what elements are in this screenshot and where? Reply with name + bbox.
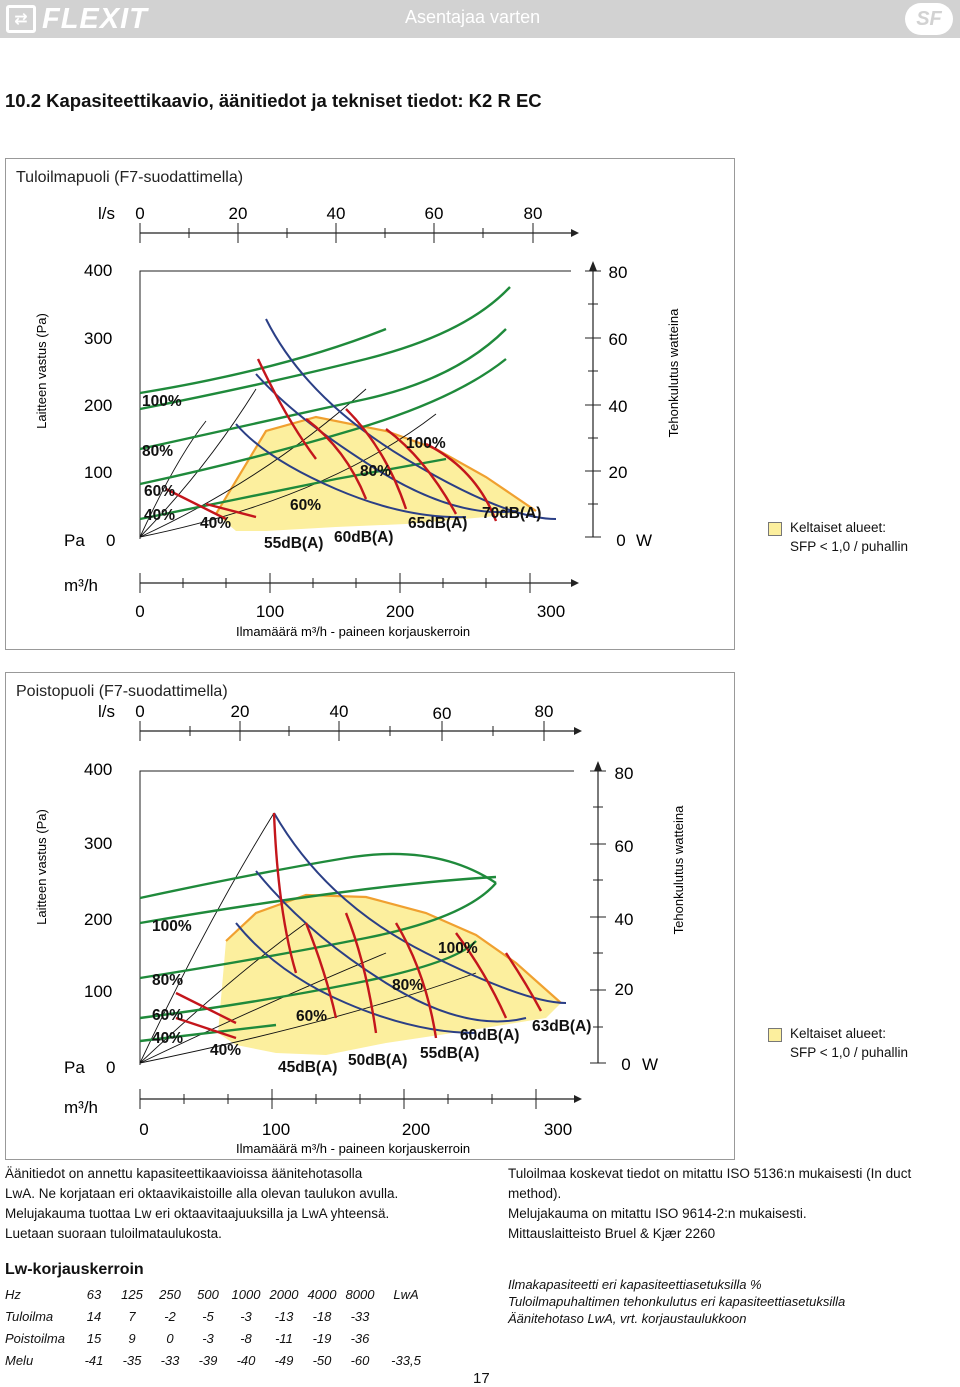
m3h-tick: 0 [139, 1120, 149, 1139]
w-tick: 20 [614, 980, 634, 999]
w-tick: 80 [608, 263, 628, 282]
power-speed-label: 60% [296, 1008, 328, 1025]
sound-level-label: 60dB(A) [460, 1027, 520, 1044]
note-line: Melujakauma on mitattu ISO 9614-2:n mukaisesti. [508, 1206, 807, 1221]
brand-name: FLEXIT [42, 2, 148, 35]
w-tick: 20 [608, 463, 628, 482]
table-cell: -33 [350, 1308, 370, 1324]
ls-tick: 20 [228, 204, 248, 223]
w-tick: 60 [608, 330, 628, 349]
power-speed-label: 80% [360, 463, 392, 480]
sfp-legend-title: Keltaiset alueet: [790, 520, 887, 535]
m3h-unit: m³/h [64, 576, 98, 595]
x-caption: Ilmamäärä m³/h - paineen korjauskerroin [236, 624, 471, 639]
table-cell: -3 [240, 1308, 252, 1324]
x-caption: Ilmamäärä m³/h - paineen korjauskerroin [236, 1141, 471, 1156]
ls-tick: 40 [326, 204, 346, 223]
table-cell: -35 [122, 1352, 142, 1368]
table-cell: 9 [128, 1330, 136, 1346]
table-cell: -2 [164, 1308, 176, 1324]
note-line: LwA. Ne korjataan eri oktaavikaistoille alla olevan taulukon avulla. [5, 1186, 399, 1201]
sound-level-label: 50dB(A) [348, 1052, 408, 1069]
table-cell: -3 [202, 1330, 214, 1346]
note-line: Luetaan suoraan tuloilmataulukosta. [5, 1226, 222, 1241]
sound-level-label: 45dB(A) [278, 1059, 338, 1076]
table-cell: LwA [393, 1286, 419, 1302]
m3h-tick: 300 [543, 1120, 573, 1139]
fan-speed-label: 100% [142, 393, 182, 410]
table-cell: 15 [86, 1330, 102, 1346]
table-row [5, 1305, 433, 1327]
table-cell: -40 [236, 1352, 256, 1368]
supply-chart-panel [5, 158, 735, 650]
table-cell: 2000 [269, 1286, 299, 1302]
flexit-logo [6, 3, 148, 35]
table-cell: Poistoilma [5, 1330, 65, 1346]
page-number: 17 [473, 1370, 490, 1387]
note-line: method). [508, 1186, 562, 1201]
pa-unit: Pa [64, 1058, 85, 1077]
ls-tick: 0 [135, 204, 145, 223]
power-speed-label: 100% [438, 940, 478, 957]
table-cell: -41 [84, 1352, 104, 1368]
table-cell: -39 [198, 1352, 218, 1368]
m3h-tick: 100 [261, 1120, 291, 1139]
w-tick: 60 [614, 837, 634, 856]
ls-tick: 80 [523, 204, 543, 223]
spec-note-line: Äänitehotaso LwA, vrt. korjaustaulukkoon [508, 1311, 747, 1326]
ls-tick: 20 [230, 702, 250, 721]
w-tick: 40 [614, 910, 634, 929]
table-cell: Hz [5, 1286, 21, 1302]
language-badge [905, 3, 953, 35]
m3h-tick: 200 [385, 602, 415, 621]
fan-speed-label: 80% [152, 972, 184, 989]
table-cell: -18 [312, 1308, 332, 1324]
pa-tick: 400 [84, 760, 113, 779]
table-cell: 7 [128, 1308, 136, 1324]
note-line: Mittauslaitteisto Bruel & Kjær 2260 [508, 1226, 716, 1241]
table-row [5, 1327, 433, 1349]
table-row [5, 1349, 433, 1371]
exhaust-chart [6, 673, 736, 1161]
fan-speed-label: 40% [152, 1030, 184, 1047]
m3h-tick: 300 [536, 602, 566, 621]
power-speed-label: 40% [200, 515, 232, 532]
table-cell: 500 [197, 1286, 219, 1302]
w-tick: 0 [621, 1055, 631, 1074]
sfp-legend-swatch [768, 1028, 782, 1042]
y-left-label: Laitteen vastus (Pa) [34, 809, 49, 925]
page-header [0, 0, 960, 38]
sound-level-label: 65dB(A) [408, 515, 468, 532]
table-cell: 250 [159, 1286, 181, 1302]
exhaust-chart-panel [5, 672, 735, 1160]
sfp-legend-swatch [768, 522, 782, 536]
pa-tick: 200 [84, 910, 113, 929]
ls-tick: 40 [329, 702, 349, 721]
section-title: 10.2 Kapasiteettikaavio, äänitiedot ja tekniset tiedot: K2 R EC [5, 90, 542, 111]
table-cell: -13 [274, 1308, 294, 1324]
ls-tick: 60 [432, 704, 452, 723]
w-unit: W [636, 531, 653, 550]
exhaust-chart-title: Poistopuoli (F7-suodattimella) [16, 683, 228, 700]
pa-tick: 300 [84, 834, 113, 853]
correction-title: Lw-korjauskerroin [5, 1261, 144, 1278]
table-cell: -33 [160, 1352, 180, 1368]
m3h-tick: 100 [255, 602, 285, 621]
table-cell: -49 [274, 1352, 294, 1368]
pa-tick: 100 [84, 463, 113, 482]
m3h-unit: m³/h [64, 1098, 98, 1117]
flexit-logo-icon: ⇄ [6, 5, 36, 33]
spec-note-line: Ilmakapasiteetti eri kapasiteettiasetuksilla % [508, 1277, 762, 1292]
table-cell: -5 [202, 1308, 214, 1324]
y-right-label: Tehonkulutus watteina [666, 308, 681, 438]
sound-data-notes [5, 1164, 475, 1244]
table-cell [379, 1327, 433, 1349]
fan-curve [140, 854, 496, 898]
table-cell: 0 [166, 1330, 174, 1346]
w-unit: W [642, 1055, 659, 1074]
spec-notes [508, 1276, 845, 1327]
power-speed-label: 80% [392, 977, 424, 994]
fan-speed-label: 100% [152, 918, 192, 935]
fan-speed-label: 80% [142, 443, 174, 460]
table-cell: -33,5 [391, 1352, 421, 1368]
power-speed-label: 100% [406, 435, 446, 452]
table-cell: 63 [86, 1286, 102, 1302]
table-cell: Tuloilma [5, 1308, 54, 1324]
spec-note-line: Tuloilmapuhaltimen tehonkulutus eri kapasiteettiasetuksilla [508, 1294, 846, 1309]
table-cell: -60 [350, 1352, 370, 1368]
sound-level-label: 63dB(A) [532, 1018, 592, 1035]
y-right-label: Tehonkulutus watteina [671, 805, 686, 935]
y-left-label: Laitteen vastus (Pa) [34, 313, 49, 429]
table-cell: 4000 [307, 1286, 337, 1302]
pa-tick: 100 [84, 982, 113, 1001]
pa-unit: Pa [64, 531, 85, 550]
note-line: Melujakauma tuottaa Lw eri oktaavitaajuuksilla ja LwA yhteensä. [5, 1206, 390, 1221]
table-cell: -11 [275, 1330, 293, 1346]
sfp-legend-text: SFP < 1,0 / puhallin [790, 539, 908, 554]
power-speed-label: 40% [210, 1042, 242, 1059]
m3h-tick: 0 [135, 602, 145, 621]
header-title: Asentajaa varten [405, 7, 541, 27]
fan-speed-label: 40% [144, 507, 176, 524]
fan-speed-label: 60% [144, 483, 176, 500]
sfp-legend-text: SFP < 1,0 / puhallin [790, 1045, 908, 1060]
w-tick: 80 [614, 764, 634, 783]
table-cell: 14 [86, 1308, 102, 1324]
pa-tick: 0 [106, 1058, 116, 1077]
language-code: SF [916, 7, 942, 30]
table-cell: Melu [5, 1352, 34, 1368]
note-line: Äänitiedot on annettu kapasiteettikaavioissa äänitehotasolla [5, 1166, 363, 1181]
sound-level-label: 60dB(A) [334, 529, 394, 546]
ls-tick: 0 [135, 702, 145, 721]
sound-level-label: 70dB(A) [482, 505, 542, 522]
table-cell: 1000 [231, 1286, 261, 1302]
supply-chart [6, 159, 736, 651]
table-header-row [5, 1283, 433, 1305]
sound-level-label: 55dB(A) [264, 535, 324, 552]
table-cell: -8 [240, 1330, 252, 1346]
table-cell: 125 [121, 1286, 143, 1302]
m3h-tick: 200 [401, 1120, 431, 1139]
supply-chart-title: Tuloilmapuoli (F7-suodattimella) [16, 169, 244, 186]
table-cell: -36 [350, 1330, 370, 1346]
note-line: Tuloilmaa koskevat tiedot on mitattu ISO 5136:n mukaisesti (In duct [508, 1166, 912, 1181]
pa-tick: 0 [106, 531, 116, 550]
correction-table [5, 1283, 433, 1371]
power-speed-label: 60% [290, 497, 322, 514]
measurement-notes [508, 1164, 960, 1244]
fan-speed-label: 60% [152, 1007, 184, 1024]
pa-tick: 200 [84, 396, 113, 415]
table-cell [379, 1305, 433, 1327]
ls-tick: 60 [424, 204, 444, 223]
w-tick: 0 [616, 531, 626, 550]
pa-tick: 300 [84, 329, 113, 348]
sound-level-label: 55dB(A) [420, 1045, 480, 1062]
table-cell: -50 [312, 1352, 332, 1368]
w-tick: 40 [608, 397, 628, 416]
ls-unit: l/s [98, 204, 115, 223]
pa-tick: 400 [84, 261, 113, 280]
table-cell: -19 [312, 1330, 332, 1346]
ls-tick: 80 [534, 702, 554, 721]
ls-unit: l/s [98, 702, 115, 721]
table-cell: 8000 [345, 1286, 375, 1302]
sfp-legend-title: Keltaiset alueet: [790, 1026, 887, 1041]
